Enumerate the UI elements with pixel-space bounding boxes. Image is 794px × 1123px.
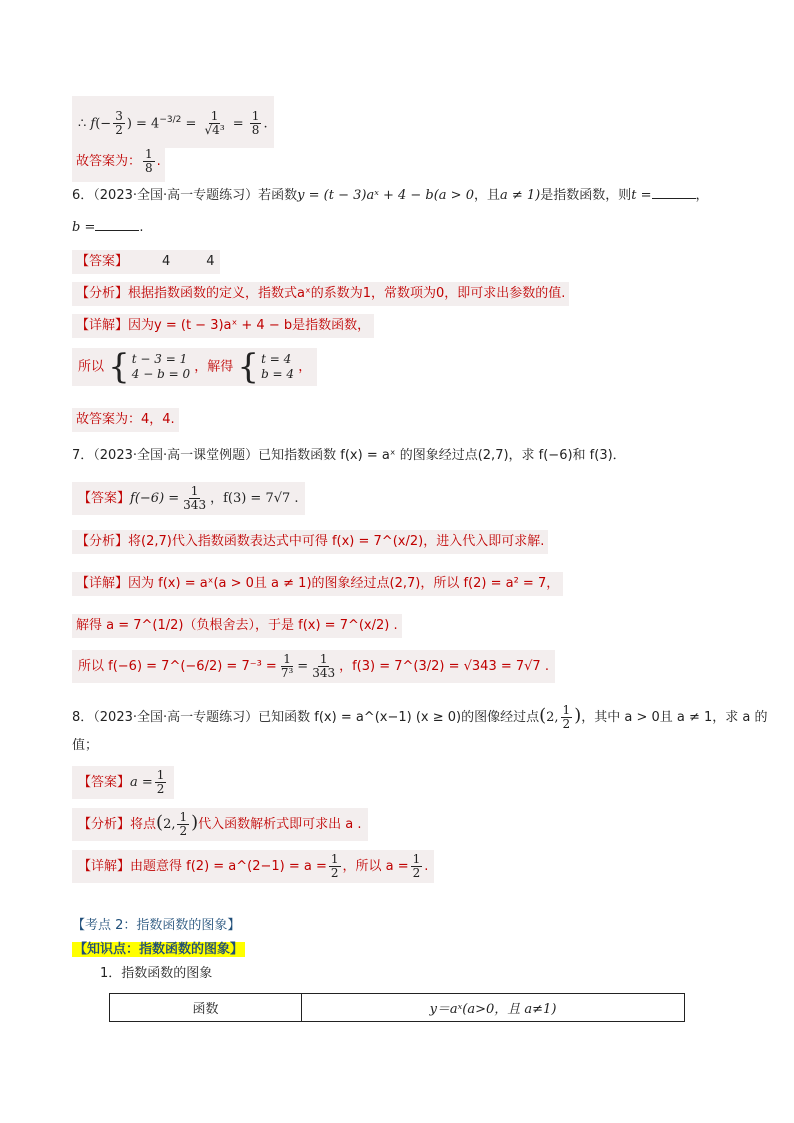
prev-answer: 故答案为： $\frac{1}{8}$ . xyxy=(72,142,165,178)
q6-system: 所以 { t − 3 = 1 4 − b = 0 ，解得 { t = 4 b = 4 ， xyxy=(72,348,317,392)
q8-answer: 【答案】a = $\frac{1}{2}$ xyxy=(72,766,174,802)
q6-analysis: 【分析】根据指数函数的定义，指数式aˣ的系数为1，常数项为0，即可求出参数的值. xyxy=(72,282,569,306)
q6-stem: 6．（2023·全国·高一专题练习）若函数y = (t − 3)aˣ + 4 − b(a > 0，且a ≠ 1)是指数函数，则t = ， xyxy=(72,188,709,203)
b-blank[interactable] xyxy=(95,219,139,231)
system-1: { t − 3 = 1 4 − b = 0 xyxy=(108,347,191,387)
table-cell: 函数 xyxy=(110,994,302,1022)
knowledge-item: 1．指数函数的图象 xyxy=(100,966,213,981)
table-cell: y＝aˣ(a>0，且 a≠1) xyxy=(302,994,685,1022)
q8-stem: 8．（2023·全国·高一专题练习）已知函数 f(x) = a^(x−1) (x ≥ 0)的图像经过点(2, $\frac{1}{2}$ )，其中 a > 0且 a ≠ 1，求 a 的 xyxy=(72,703,768,731)
q7-answer: 【答案】f(−6) = $\frac{1}{343}$ ，f(3) = 7√7 . xyxy=(72,482,305,518)
q7-analysis: 【分析】将(2,7)代入指数函数表达式中可得 f(x) = 7^(x/2)，进入代入即可求解. xyxy=(72,530,548,554)
q7-stem: 7．（2023·全国·高一课堂例题）已知指数函数 f(x) = aˣ 的图象经过点(2,7)，求 f(−6)和 f(3)． xyxy=(72,448,626,463)
prev-formula: ∴ f(− $\frac{3}{2}$ ) = $4^{-3/2}$ = $\frac{1}{\text{√4³}}$ = $\frac{1}{8}$ . xyxy=(72,96,274,136)
q6-answer: 【答案】 4 4 xyxy=(72,250,220,274)
q7-detail: 【详解】因为 f(x) = aˣ(a > 0且 a ≠ 1)的图象经过点(2,7)，所以 f(2) = a² = 7， xyxy=(72,572,563,596)
t-blank[interactable] xyxy=(652,187,696,199)
q6-final: 故答案为：4，4. xyxy=(72,408,179,432)
q7-result: 所以 f(−6) = 7^(−6/2) = 7⁻³ = $\frac{1}{\text{7³}}$ = $\frac{1}{343}$ ，f(3) = 7^(3/2) = √343 = 7√7 . xyxy=(72,650,555,686)
table-row xyxy=(110,994,685,1022)
q6-detail: 【详解】因为y = (t − 3)aˣ + 4 − b是指数函数， xyxy=(72,314,374,338)
function-table xyxy=(109,993,685,1022)
q7-solve: 解得 a = 7^(1/2)（负根舍去），于是 f(x) = 7^(x/2) . xyxy=(72,614,402,638)
q8-detail: 【详解】由题意得 f(2) = a^(2−1) = a = $\frac{1}{2}$ ，所以 a = $\frac{1}{2}$ . xyxy=(72,850,434,886)
q6-stem-2: b = . xyxy=(72,220,144,235)
section-heading: 【考点 2：指数函数的图象】 xyxy=(72,918,241,933)
knowledge-heading: 【知识点：指数函数的图象】 xyxy=(74,942,244,957)
system-2: { t = 4 b = 4 xyxy=(237,347,295,387)
q8-stem-2: 值； xyxy=(72,738,99,753)
q8-analysis: 【分析】将点(2, $\frac{1}{2}$ )代入函数解析式即可求出 a . xyxy=(72,808,368,844)
